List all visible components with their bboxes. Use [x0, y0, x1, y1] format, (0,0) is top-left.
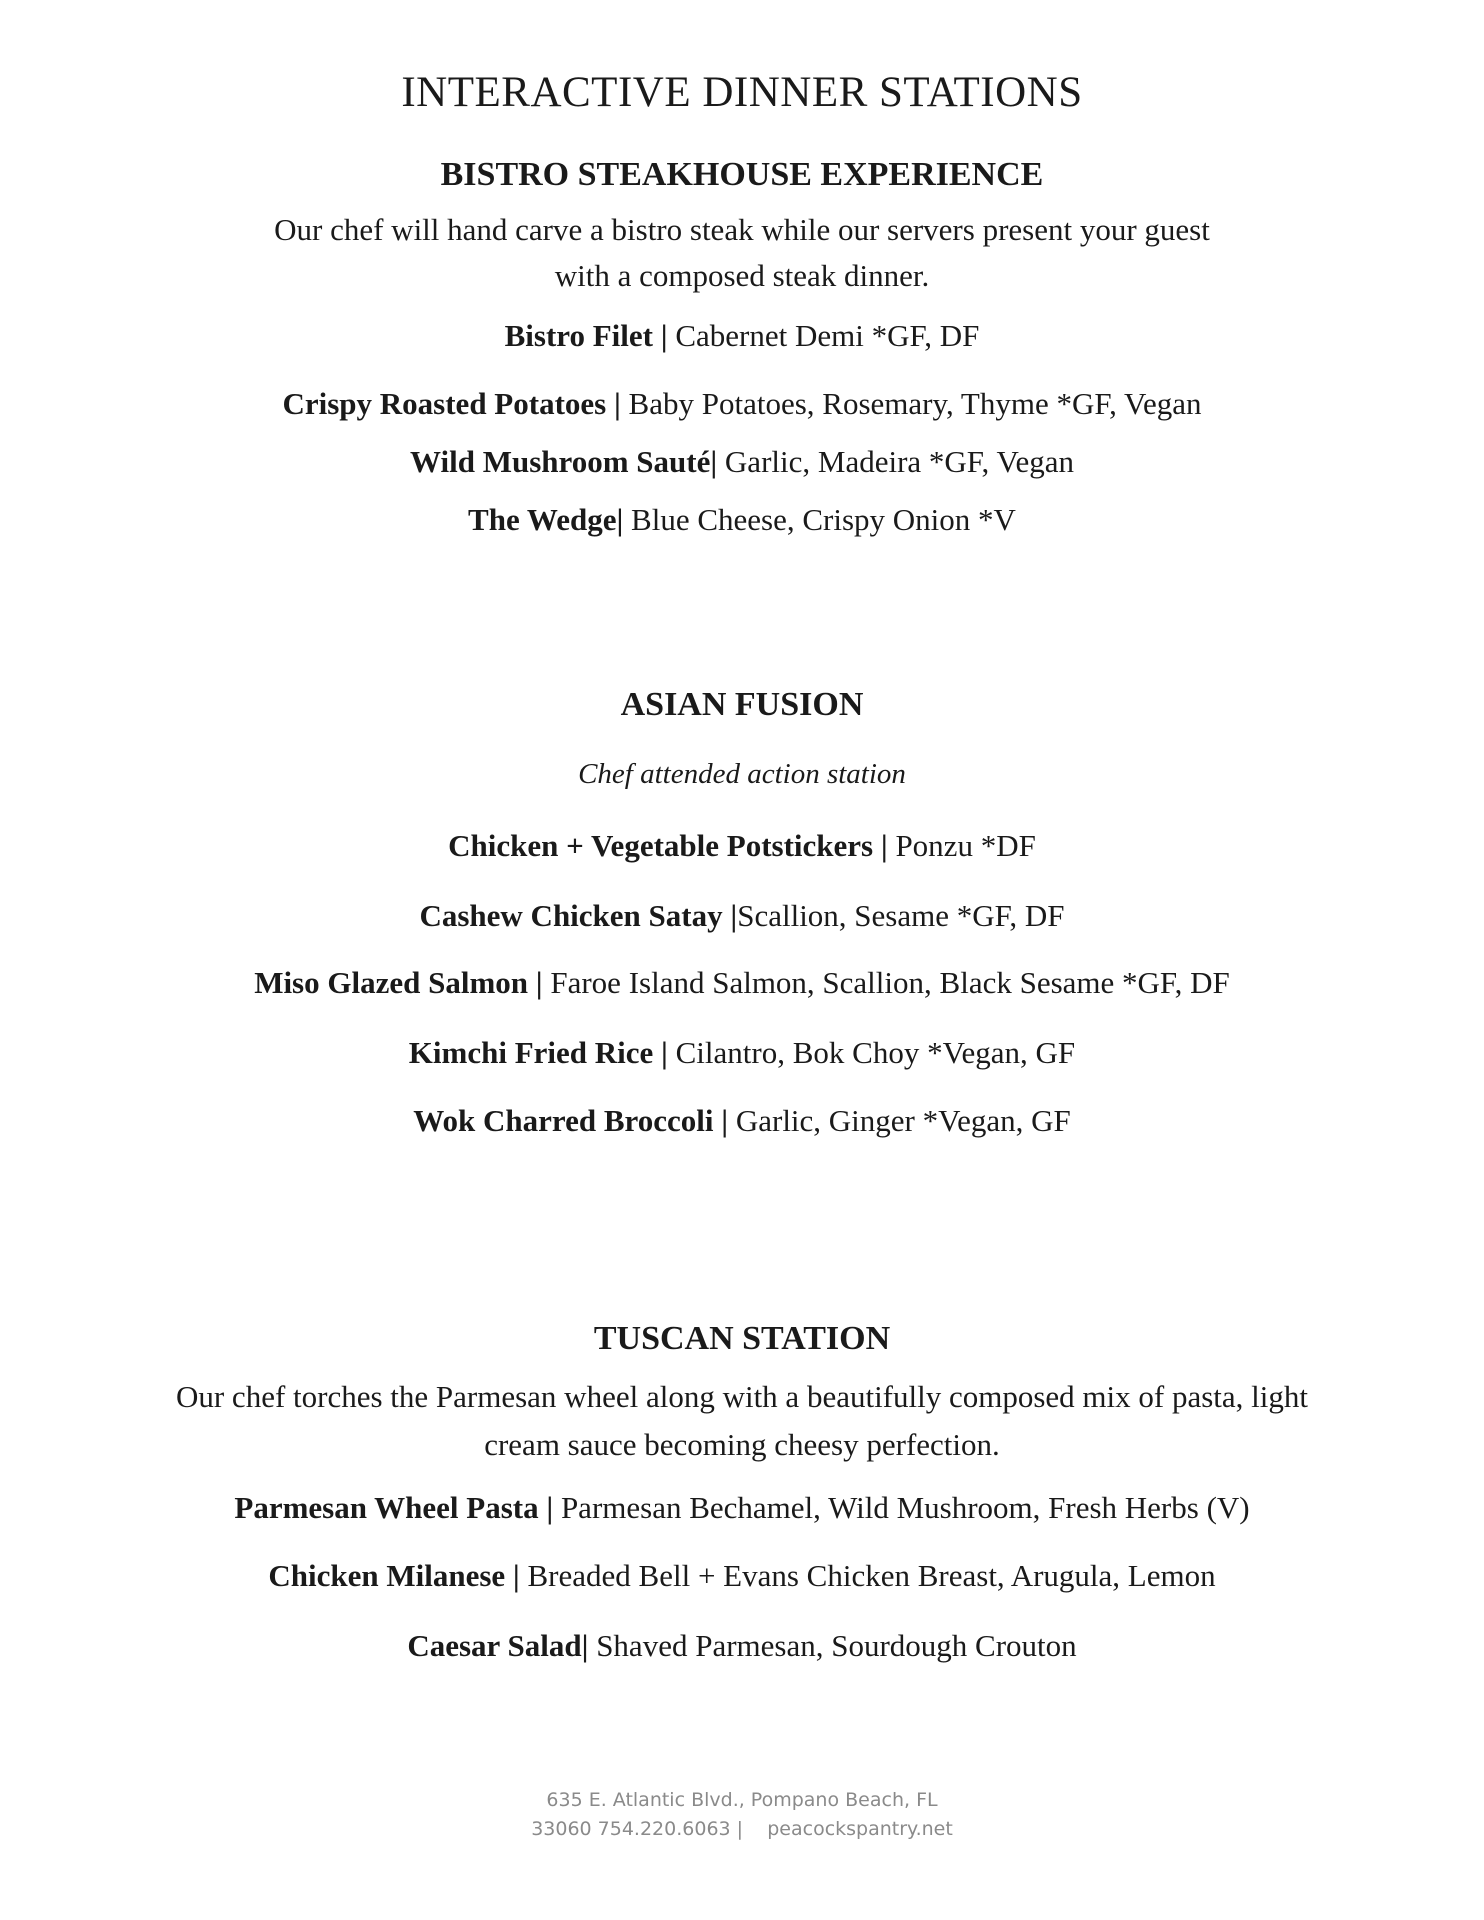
menu-item-name: Kimchi Fried Rice: [408, 1035, 654, 1070]
menu-item: [0, 386, 1484, 422]
menu-item-detail: Breaded Bell + Evans Chicken Breast, Arugula, Lemon: [527, 1558, 1216, 1593]
bistro-description-line-1: Our chef will hand carve a bistro steak while our servers present your guest: [274, 212, 1210, 247]
menu-item-separator: |: [505, 1558, 528, 1593]
menu-item-name: Parmesan Wheel Pasta: [234, 1490, 539, 1525]
menu-item-detail: Cilantro, Bok Choy *Vegan, GF: [675, 1035, 1076, 1070]
menu-item-name: The Wedge: [468, 502, 617, 537]
menu-item: [0, 1490, 1484, 1526]
section-heading-tuscan: TUSCAN STATION: [593, 1320, 891, 1357]
menu-item-name: Bistro Filet: [504, 318, 653, 353]
menu-item-name: Crispy Roasted Potatoes: [282, 386, 607, 421]
menu-item: [0, 502, 1484, 538]
menu-item: [0, 965, 1484, 1001]
page-title: INTERACTIVE DINNER STATIONS: [401, 69, 1083, 116]
menu-item-detail: Blue Cheese, Crispy Onion *V: [631, 502, 1016, 537]
menu-item-separator: |: [873, 828, 896, 863]
menu-item-detail: Shaved Parmesan, Sourdough Crouton: [596, 1628, 1077, 1663]
section-heading-asian-fusion: ASIAN FUSION: [620, 686, 864, 723]
menu-item-name: Chicken Milanese: [268, 1558, 506, 1593]
tuscan-description-line-2: cream sauce becoming cheesy perfection.: [484, 1427, 1000, 1462]
footer-contact: 33060 754.220.6063 | peacockspantry.net: [531, 1818, 953, 1840]
menu-item-separator: |: [653, 318, 676, 353]
menu-item-separator: |: [653, 1035, 676, 1070]
bistro-description-line-2: with a composed steak dinner.: [554, 258, 930, 293]
menu-item-name: Chicken + Vegetable Potstickers: [448, 828, 874, 863]
menu-item-detail: Baby Potatoes, Rosemary, Thyme *GF, Vegan: [628, 386, 1202, 421]
section-heading-bistro: BISTRO STEAKHOUSE EXPERIENCE: [440, 156, 1044, 193]
menu-item-separator: |: [710, 444, 725, 479]
menu-item-separator: |: [538, 1490, 561, 1525]
menu-item: [0, 444, 1484, 480]
menu-item-detail: Parmesan Bechamel, Wild Mushroom, Fresh Herbs (V): [560, 1490, 1250, 1525]
tuscan-description-line-1: Our chef torches the Parmesan wheel along with a beautifully composed mix of pasta, light: [175, 1379, 1309, 1414]
menu-item-name: Miso Glazed Salmon: [254, 965, 529, 1000]
menu-item-separator: |: [713, 1103, 736, 1138]
menu-item-detail: Ponzu *DF: [895, 828, 1036, 863]
menu-item: [0, 318, 1484, 354]
menu-item: [0, 1103, 1484, 1139]
menu-item-name: Wild Mushroom Sauté: [410, 444, 711, 479]
menu-item-detail: Garlic, Ginger *Vegan, GF: [735, 1103, 1071, 1138]
menu-item: [0, 1035, 1484, 1071]
menu-item-name: Caesar Salad: [407, 1628, 582, 1663]
menu-item-separator: |: [606, 386, 629, 421]
menu-item-detail: Faroe Island Salmon, Scallion, Black Sesame *GF, DF: [550, 965, 1230, 1000]
menu-item: [0, 828, 1484, 864]
menu-item-separator: |: [722, 898, 738, 933]
menu-item: [0, 1558, 1484, 1594]
menu-item: [0, 898, 1484, 934]
menu-item-name: Wok Charred Broccoli: [413, 1103, 714, 1138]
menu-item-detail: Scallion, Sesame *GF, DF: [737, 898, 1065, 933]
menu-item-separator: |: [616, 502, 632, 537]
menu-item-detail: Cabernet Demi *GF, DF: [675, 318, 980, 353]
footer-address: 635 E. Atlantic Blvd., Pompano Beach, FL: [546, 1789, 938, 1811]
asian-fusion-note: Chef attended action station: [578, 758, 906, 790]
menu-item-detail: Garlic, Madeira *GF, Vegan: [724, 444, 1074, 479]
menu-item: [0, 1628, 1484, 1664]
menu-item-separator: |: [528, 965, 551, 1000]
menu-item-name: Cashew Chicken Satay: [419, 898, 723, 933]
menu-item-separator: |: [581, 1628, 597, 1663]
